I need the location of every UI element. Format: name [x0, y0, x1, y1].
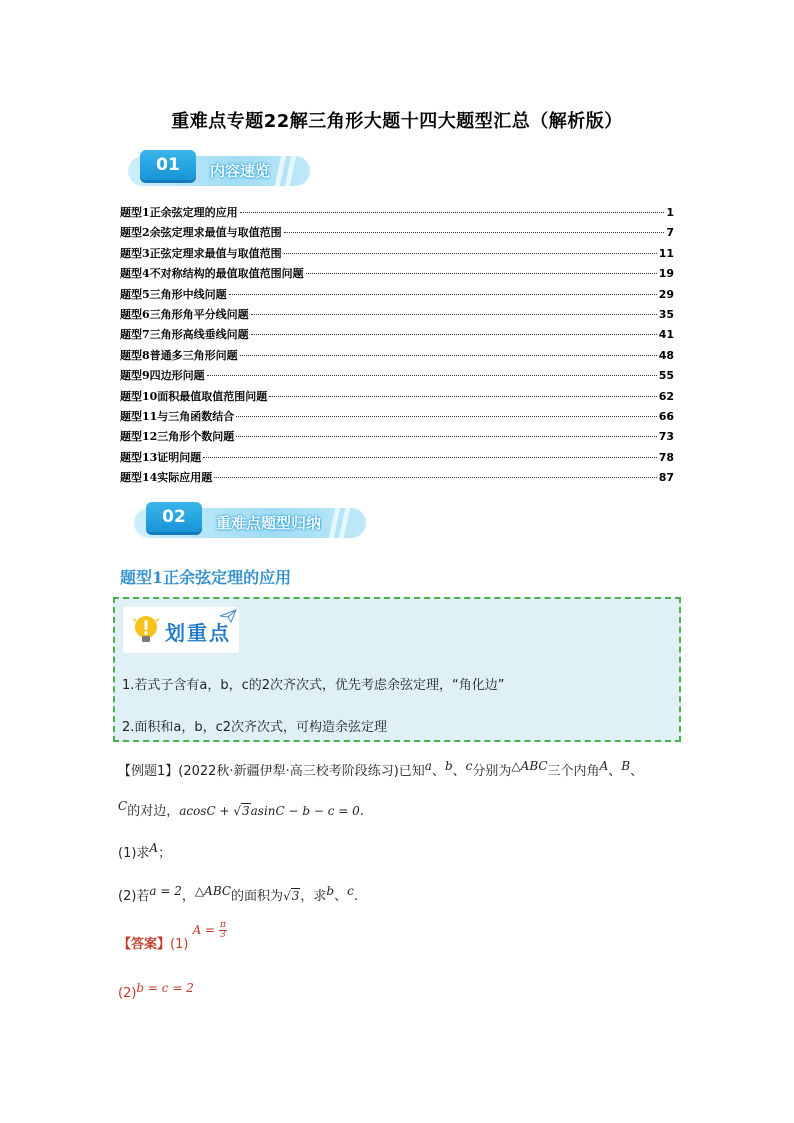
toc-item[interactable]: 题型6三角形角平分线问题 35 [120, 307, 674, 321]
question-2: (2)若a = 2，△ABC的面积为√3，求b、c. [118, 884, 358, 904]
page-title: 重难点专题22解三角形大题十四大题型汇总（解析版） [171, 111, 623, 132]
section-label: 重难点题型归纳 [216, 514, 322, 532]
section-banner-types [134, 502, 366, 542]
toc-item[interactable]: 题型2余弦定理求最值与取值范围 7 [120, 226, 674, 240]
toc-item[interactable]: 题型4不对称结构的最值取值范围问题 19 [120, 267, 674, 281]
answer-1: 【答案】(1) A = $\frac{\pi}{3}$ [118, 920, 226, 952]
answer-2: (2)b = c = 2 [118, 981, 194, 1001]
key-points-badge-label: 划重点 [165, 621, 231, 645]
toc-item[interactable]: 题型14实际应用题 87 [120, 471, 674, 485]
key-points-box [113, 597, 681, 742]
type-heading: 题型1正余弦定理的应用 [120, 568, 292, 587]
toc-item[interactable]: 题型12三角形个数问题 73 [120, 430, 674, 444]
key-point-1: 1.若式子含有a，b，c的2次齐次式，优先考虑余弦定理，“角化边” [122, 678, 505, 693]
toc-item[interactable]: 题型8普通多三角形问题 48 [120, 348, 674, 362]
toc-item[interactable]: 题型11与三角函数结合 66 [120, 409, 674, 423]
toc-item[interactable]: 题型9四边形问题 55 [120, 369, 674, 383]
lightbulb-icon [131, 614, 161, 644]
toc-item[interactable]: 题型10面积最值取值范围问题 62 [120, 389, 674, 403]
key-point-2: 2.面积和a，b，c2次齐次式，可构造余弦定理 [122, 720, 388, 735]
table-of-contents [120, 204, 674, 489]
example-line-2: C的对边，acosC + √3asinC − b − c = 0. [118, 799, 364, 819]
toc-item[interactable]: 题型7三角形高线垂线问题 41 [120, 328, 674, 342]
toc-item[interactable]: 题型5三角形中线问题 29 [120, 287, 674, 301]
key-points-badge [123, 607, 239, 653]
example-line-1: 【例题1】(2022秋·新疆伊犁·高三校考阶段练习)已知a、b、c分别为△ABC三个内角A、B、 [118, 759, 644, 779]
section-number: 01 [140, 150, 196, 180]
paper-plane-icon [219, 609, 237, 623]
question-1: (1)求A； [118, 841, 172, 861]
toc-item[interactable]: 题型1正余弦定理的应用 1 [120, 206, 674, 219]
toc-item[interactable]: 题型13证明问题 78 [120, 450, 674, 464]
section-label: 内容速览 [210, 162, 271, 180]
section-number: 02 [146, 502, 202, 532]
toc-item[interactable]: 题型3正弦定理求最值与取值范围 11 [120, 246, 674, 260]
section-banner-contents [128, 150, 310, 190]
